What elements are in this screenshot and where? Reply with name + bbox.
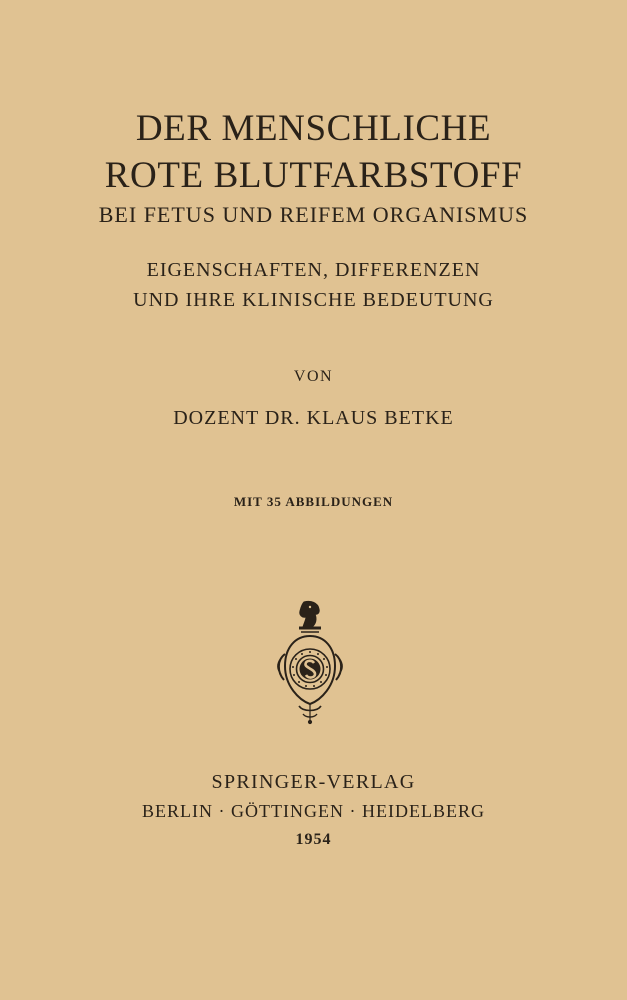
book-subtitle: BEI FETUS UND REIFEM ORGANISMUS (98, 202, 529, 227)
description-line-2: UND IHRE KLINISCHE BEDEUTUNG (133, 289, 494, 311)
publisher-name: SPRINGER-VERLAG (211, 771, 416, 793)
springer-knight-emblem-icon (275, 598, 345, 726)
description-line-1: EIGENSCHAFTEN, DIFFERENZEN (146, 259, 481, 281)
book-title-line-2: ROTE BLUTFARBSTOFF (104, 155, 523, 196)
publication-year: 1954 (295, 831, 332, 848)
byline-von: VON (293, 368, 334, 385)
author-name: DOZENT DR. KLAUS BETKE (173, 407, 454, 429)
figures-note: MIT 35 ABBILDUNGEN (233, 494, 394, 509)
book-title-line-1: DER MENSCHLICHE (135, 108, 492, 149)
publisher-cities: BERLIN · GÖTTINGEN · HEIDELBERG (142, 801, 485, 821)
